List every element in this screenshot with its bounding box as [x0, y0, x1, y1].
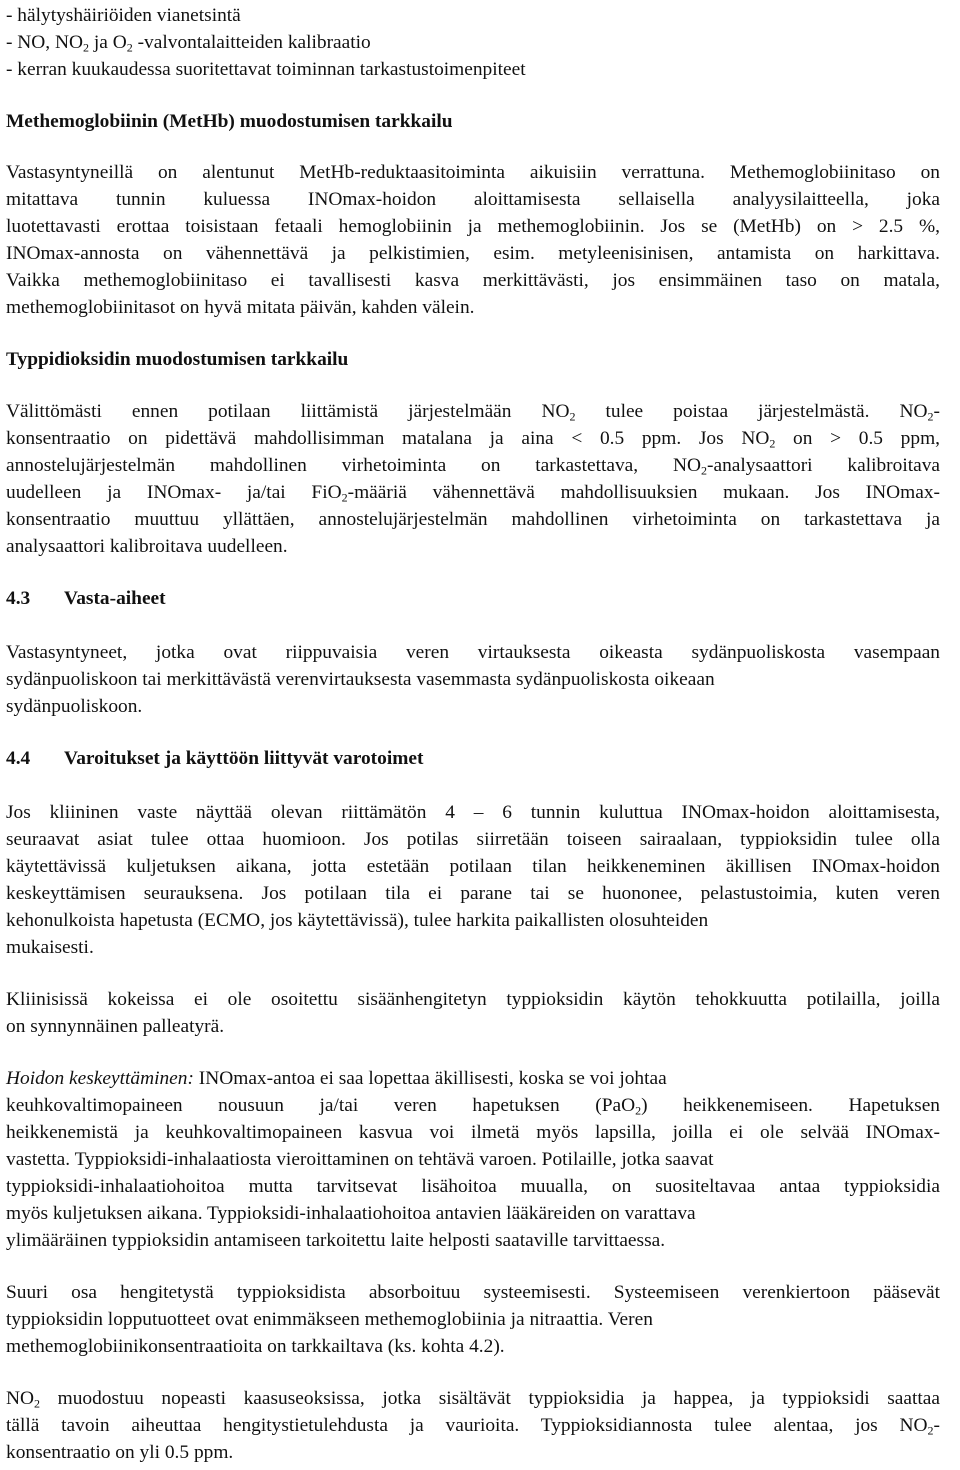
text-line: tällä tavoin aiheuttaa hengitystietulehdusta ja vaurioita. Typpioksidiannosta tulee alentaa, jos $NO_2-$: [6, 1415, 940, 1438]
text-line: keskeyttämisen seurauksena. Jos potilaan tila ei parane tai se huononee, pelastustoimia, kuten veren: [6, 883, 940, 904]
text-line: annostelujärjestelmän mahdollinen virhetoiminta on tarkastettava, $NO_2$-analysaattori kalibroitava: [6, 455, 941, 478]
text-line: kehonulkoista hapetusta (ECMO, jos käytettävissä), tulee harkita paikallisten olosuhteiden: [6, 910, 709, 931]
italic-lead: Hoidon keskeyttäminen:: [6, 1068, 194, 1089]
text-line: Hoidon keskeyttäminen: INOmax-antoa ei saa lopettaa äkillisesti, koska se voi johtaa: [6, 1068, 667, 1089]
section-number: 4.4: [6, 748, 31, 769]
subscript: 2: [34, 1396, 41, 1411]
text-line: - NO, $NO_2$ ja $O_2$ -valvontalaitteiden kalibraatio: [6, 32, 371, 55]
text-line: heikkenemistä ja keuhkovaltimopaineen kasvua voi ilmetä myös lapsilla, joilla ei ole selvää INOmax-: [6, 1122, 940, 1143]
text-line: Välittömästi ennen potilaan liittämistä järjestelmään $NO_2$ tulee poistaa järjestelmästä. $NO_2-$: [6, 401, 940, 424]
section-heading: Methemoglobiinin (MetHb) muodostumisen tarkkailu: [6, 111, 453, 132]
text-line: sydänpuoliskoon tai merkittävästä verenvirtauksesta vasemmasta sydänpuoliskosta oikeaan: [6, 669, 715, 690]
subscript: 2: [635, 1103, 642, 1118]
text-line: Suuri osa hengitetystä typpioksidista absorboituu systeemisesti. Systeemiseen verenkiertoon pääsevät: [6, 1282, 940, 1303]
text-line: typpioksidin lopputuotteet ovat enimmäkseen methemoglobiinia ja nitraattia. Veren: [6, 1309, 653, 1330]
subscript: 2: [769, 436, 776, 451]
text-line: INOmax-annosta on vähennettävä ja pelkistimien, esim. metyleenisinisen, antamista on harkittava.: [6, 243, 940, 264]
text-line: uudelleen ja INOmax- ja/tai FiO$_2$-määriä vähennettävä mahdollisuuksien mukaan. Jos INOmax-: [6, 482, 940, 505]
text-line: analysaattori kalibroitava uudelleen.: [6, 536, 288, 557]
section-heading: Typpidioksidin muodostumisen tarkkailu: [6, 349, 349, 370]
subscript: 2: [569, 409, 576, 424]
section-heading: 4.4 Varoitukset ja käyttöön liittyvät varotoimet: [6, 746, 423, 773]
text-line: Vaikka methemoglobiinitaso ei tavallisesti kasva merkittävästi, jos ensimmäinen taso on matala,: [6, 270, 940, 291]
text-line: konsentraatio muuttuu yllättäen, annostelujärjestelmän mahdollinen virhetoiminta on tarkastettava ja: [6, 509, 940, 530]
text-line: methemoglobiinikonsentraatioita on tarkkailtava (ks. kohta 4.2).: [6, 1336, 505, 1357]
text-line: konsentraatio on pidettävä mahdollisimman matalana ja aina < 0.5 ppm. Jos $NO_2$ on > 0.5 ppm,: [6, 428, 941, 451]
subscript: 2: [83, 40, 90, 55]
text-line: myös kuljetuksen aikana. Typpioksidi-inhalaatiohoitoa antavien lääkäreiden on varattava: [6, 1203, 696, 1224]
text-line: Kliinisissä kokeissa ei ole osoitettu sisäänhengitetyn typpioksidin käytön tehokkuutta potilailla, joilla: [6, 989, 940, 1010]
text-line: typpioksidi-inhalaatiohoitoa mutta tarvitsevat lisähoitoa muualla, on suositeltavaa antaa typpioksidia: [6, 1176, 940, 1197]
text-line: ylimääräinen typpioksidin antamiseen tarkoitettu laite helposti saataville tarvittaessa.: [6, 1230, 666, 1251]
text-line: Vastasyntyneillä on alentunut MetHb-reduktaasitoiminta aikuisiin verrattuna. Methemoglobiinitaso on: [6, 162, 940, 183]
text-line: vastetta. Typpioksidi-inhalaatiosta vieroittaminen on tehtävä varoen. Potilaille, jotka saavat: [6, 1149, 714, 1170]
text-line: keuhkovaltimopaineen nousuun ja/tai veren hapetuksen (PaO$_2$) heikkenemiseen. Hapetuksen: [6, 1095, 941, 1118]
subscript: 2: [341, 490, 348, 505]
text-line: seuraavat asiat tulee ottaa huomioon. Jos potilas siirretään toiseen sairaalaan, typpioksidin tulee olla: [6, 829, 940, 850]
text-line: - hälytyshäiriöiden vianetsintä: [6, 5, 241, 26]
text-line: mitattava tunnin kuluessa INOmax-hoidon aloittamisesta sellaisella analyysilaitteella, joka: [6, 189, 940, 210]
subscript: 2: [126, 40, 133, 55]
section-number: 4.3: [6, 588, 31, 609]
text-line: - kerran kuukaudessa suoritettavat toiminnan tarkastustoimenpiteet: [6, 59, 526, 80]
subscript: 2: [701, 463, 708, 478]
text-line: sydänpuoliskoon.: [6, 696, 143, 717]
subscript: 2: [927, 1423, 934, 1438]
text-line: methemoglobiinitasot on hyvä mitata päivän, kahden välein.: [6, 297, 475, 318]
text-line: käytettävissä kuljetuksen aikana, jotta estetään potilaan tilan heikkeneminen äkillisen INOmax-hoidon: [6, 856, 940, 877]
text-line: mukaisesti.: [6, 937, 94, 958]
text-line: $NO_2$ muodostuu nopeasti kaasuseoksissa, jotka sisältävät typpioksidia ja happea, ja typpioksidi saattaa: [6, 1388, 940, 1411]
text-line: Jos kliininen vaste näyttää olevan riittämätön 4 – 6 tunnin kuluttua INOmax-hoidon aloittamisesta,: [6, 802, 940, 823]
text-line: konsentraatio on yli 0.5 ppm.: [6, 1442, 234, 1463]
text-line: Vastasyntyneet, jotka ovat riippuvaisia veren virtauksesta oikeasta sydänpuoliskosta vasempaan: [6, 642, 940, 663]
section-heading: 4.3 Vasta-aiheet: [6, 586, 166, 613]
subscript: 2: [927, 409, 934, 424]
text-line: luotettavasti erottaa toisistaan fetaali hemoglobiinin ja methemoglobiinin. Jos se (MetHb) on > 2.5 %,: [6, 216, 940, 237]
text-line: on synnynnäinen palleatyrä.: [6, 1016, 225, 1037]
